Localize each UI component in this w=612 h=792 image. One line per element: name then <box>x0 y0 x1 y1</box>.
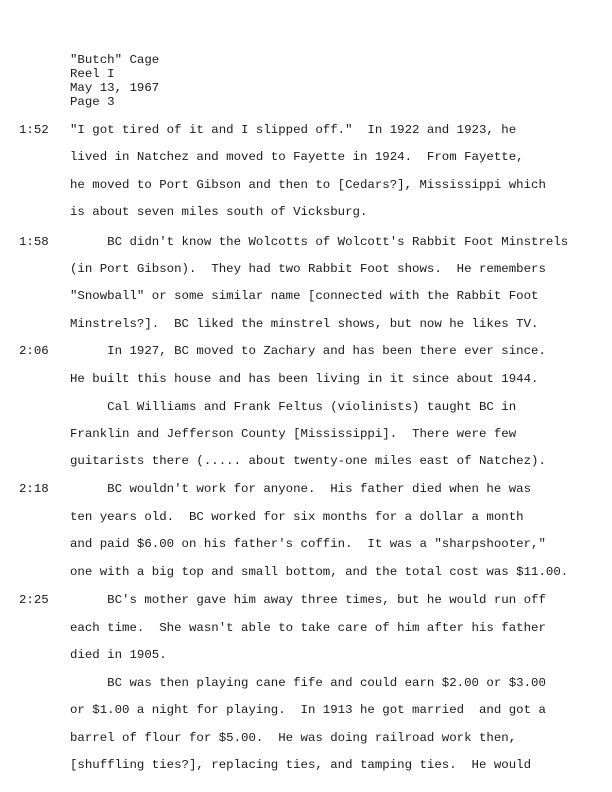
transcript-line: Franklin and Jefferson County [Mississippi]. There were few <box>70 427 517 441</box>
transcript-line: Cal Williams and Frank Feltus (violinists) taught BC in <box>70 400 517 414</box>
transcript-line: lived in Natchez and moved to Fayette in 1924. From Fayette, <box>70 150 524 164</box>
transcript-line: He built this house and has been living in it since about 1944. <box>70 372 539 386</box>
transcript-line: "Snowball" or some similar name [connected with the Rabbit Foot <box>70 289 539 303</box>
transcript-line: BC's mother gave him away three times, but he would run off <box>70 593 546 607</box>
document-header <box>70 53 159 109</box>
transcript-line: In 1927, BC moved to Zachary and has been there ever since. <box>70 344 546 358</box>
transcript-line: "I got tired of it and I slipped off." In 1922 and 1923, he <box>70 123 517 137</box>
transcript-line: [shuffling ties?], replacing ties, and tamping ties. He would <box>70 758 532 772</box>
header-name: "Butch" Cage <box>70 53 160 67</box>
transcript-line: each time. She wasn't able to take care of him after his father <box>70 621 546 635</box>
timestamp: 2:18 <box>19 482 49 496</box>
transcript-line: and paid $6.00 on his father's coffin. It was a "sharpshooter," <box>70 537 546 551</box>
header-page: Page 3 <box>70 95 115 109</box>
transcript-line: ten years old. BC worked for six months for a dollar a month <box>70 510 524 524</box>
transcript-line: Minstrels?]. BC liked the minstrel shows, but now he likes TV. <box>70 317 539 331</box>
transcript-line: barrel of flour for $5.00. He was doing railroad work then, <box>70 731 517 745</box>
timestamp: 1:52 <box>19 123 49 137</box>
transcript-line: BC wouldn't work for anyone. His father died when he was <box>70 482 532 496</box>
transcript-line: (in Port Gibson). They had two Rabbit Foot shows. He remembers <box>70 262 546 276</box>
transcript-line: he moved to Port Gibson and then to [Cedars?], Mississippi which <box>70 178 546 192</box>
transcript-line: died in 1905. <box>70 648 167 662</box>
timestamp: 2:06 <box>19 344 49 358</box>
transcript-line: one with a big top and small bottom, and the total cost was $11.00. <box>70 565 569 579</box>
timestamp: 2:25 <box>19 593 49 607</box>
timestamp: 1:58 <box>19 235 49 249</box>
transcript-line: BC didn't know the Wolcotts of Wolcott's Rabbit Foot Minstrels <box>70 235 569 249</box>
header-date: May 13, 1967 <box>70 81 160 95</box>
transcript-line: or $1.00 a night for playing. In 1913 he got married and got a <box>70 703 546 717</box>
transcript-line: BC was then playing cane fife and could earn $2.00 or $3.00 <box>70 676 546 690</box>
transcript-line: is about seven miles south of Vicksburg. <box>70 205 368 219</box>
header-reel: Reel I <box>70 67 115 81</box>
transcript-line: guitarists there (..... about twenty-one miles east of Natchez). <box>70 454 546 468</box>
